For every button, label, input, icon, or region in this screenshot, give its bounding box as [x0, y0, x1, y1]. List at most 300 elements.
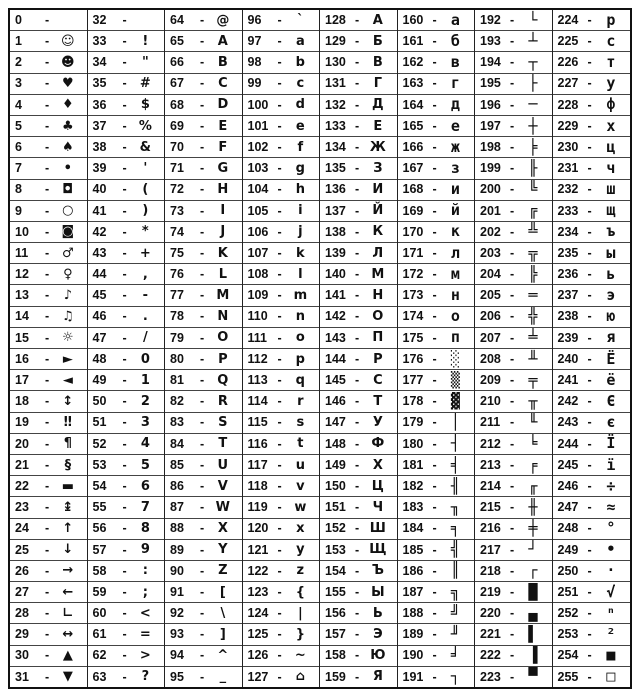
- char-code: 172: [402, 267, 424, 282]
- separator-dash: -: [277, 139, 282, 154]
- separator-dash: -: [45, 288, 50, 303]
- code-cell: [553, 52, 631, 73]
- separator-dash: -: [510, 224, 515, 239]
- char-glyph: ╥: [528, 391, 538, 410]
- char-glyph: J: [220, 224, 226, 240]
- char-code: 42: [92, 224, 107, 239]
- separator-dash: -: [45, 521, 50, 536]
- separator-dash: -: [200, 224, 205, 239]
- char-glyph: 9: [140, 542, 150, 558]
- char-code: 178: [402, 394, 424, 409]
- char-glyph: └: [528, 10, 538, 29]
- separator-dash: -: [432, 669, 437, 684]
- char-glyph: L: [218, 266, 227, 282]
- char-code: 80: [170, 351, 184, 366]
- code-cell: [320, 370, 397, 391]
- separator-dash: -: [122, 330, 127, 345]
- separator-dash: -: [122, 478, 127, 493]
- code-cell: [10, 307, 87, 328]
- code-cell: [165, 370, 242, 391]
- code-cell: [165, 582, 242, 603]
- char-code: 101: [247, 118, 269, 133]
- char-glyph: >: [139, 648, 151, 664]
- code-cell: [475, 31, 552, 52]
- char-code: 119: [247, 500, 268, 515]
- code-cell: [165, 476, 242, 497]
- char-glyph: Ї: [606, 434, 616, 453]
- separator-dash: -: [510, 76, 515, 91]
- char-code: 135: [325, 161, 346, 176]
- char-code: 144: [325, 351, 346, 366]
- separator-dash: -: [200, 55, 205, 70]
- char-glyph: п: [450, 328, 460, 347]
- separator-dash: -: [510, 373, 515, 388]
- char-code: 132: [325, 97, 346, 112]
- char-code: 88: [170, 521, 184, 536]
- separator-dash: -: [122, 182, 127, 197]
- char-glyph: ►: [62, 351, 73, 367]
- char-glyph: E: [218, 118, 228, 134]
- char-code: 181: [402, 457, 424, 472]
- char-code: 138: [325, 224, 346, 239]
- char-glyph: ♀: [63, 266, 73, 282]
- char-code: 118: [247, 478, 268, 493]
- char-glyph: [: [219, 584, 226, 600]
- char-code: 112: [247, 351, 268, 366]
- char-code: 160: [402, 12, 424, 27]
- code-cell: [88, 285, 165, 306]
- char-code: 225: [557, 34, 579, 49]
- char-glyph: /: [142, 330, 148, 346]
- code-cell: [10, 349, 87, 370]
- char-code: 71: [170, 161, 184, 176]
- char-glyph: ╙: [528, 413, 538, 432]
- char-glyph: Е: [373, 118, 383, 134]
- char-code: 125: [247, 627, 269, 642]
- separator-dash: -: [200, 521, 205, 536]
- separator-dash: -: [510, 606, 515, 621]
- char-code: 216: [480, 521, 501, 536]
- char-glyph: ]: [219, 627, 226, 643]
- separator-dash: -: [122, 500, 127, 515]
- char-code: 47: [92, 330, 107, 345]
- char-glyph: ╫: [528, 497, 538, 516]
- code-column: [88, 10, 166, 687]
- char-code: 228: [557, 97, 579, 112]
- char-code: 201: [480, 203, 501, 218]
- separator-dash: -: [587, 415, 592, 430]
- code-cell: [475, 10, 552, 31]
- separator-dash: -: [587, 457, 592, 472]
- char-code: 48: [92, 351, 107, 366]
- code-cell: [475, 307, 552, 328]
- separator-dash: -: [355, 457, 360, 472]
- char-glyph: ': [143, 160, 148, 176]
- code-cell: [320, 519, 397, 540]
- code-cell: [10, 624, 87, 645]
- char-glyph: ": [141, 54, 149, 70]
- char-glyph: q: [295, 372, 305, 388]
- separator-dash: -: [277, 436, 282, 451]
- char-glyph: |: [297, 605, 303, 621]
- code-cell: [88, 646, 165, 667]
- code-cell: [88, 158, 165, 179]
- code-cell: [10, 434, 87, 455]
- separator-dash: -: [432, 457, 437, 472]
- code-cell: [10, 31, 87, 52]
- char-code: 213: [480, 457, 501, 472]
- code-cell: [475, 476, 552, 497]
- char-code: 168: [402, 182, 424, 197]
- code-cell: [320, 646, 397, 667]
- separator-dash: -: [587, 394, 592, 409]
- char-code: 87: [170, 500, 184, 515]
- separator-dash: -: [587, 351, 592, 366]
- char-glyph: A: [217, 33, 228, 49]
- char-glyph: ↕: [62, 393, 74, 409]
- separator-dash: -: [355, 245, 360, 260]
- code-cell: [10, 243, 87, 264]
- char-glyph: e: [295, 118, 305, 134]
- char-code: 187: [402, 584, 424, 599]
- code-cell: [243, 519, 320, 540]
- char-code: 99: [247, 76, 262, 91]
- separator-dash: -: [122, 139, 127, 154]
- char-glyph: #: [139, 76, 151, 92]
- separator-dash: -: [355, 500, 360, 515]
- code-cell: [243, 116, 320, 137]
- separator-dash: -: [587, 627, 592, 642]
- char-code: 146: [325, 394, 346, 409]
- separator-dash: -: [432, 500, 437, 515]
- char-glyph: s: [296, 415, 305, 431]
- code-cell: [88, 31, 165, 52]
- separator-dash: -: [45, 245, 50, 260]
- char-glyph: !: [142, 33, 149, 49]
- char-glyph: С: [373, 372, 383, 388]
- char-glyph: `: [297, 12, 304, 28]
- char-glyph: И: [372, 182, 384, 198]
- char-code: 232: [557, 182, 579, 197]
- code-cell: [398, 540, 475, 561]
- separator-dash: -: [355, 669, 360, 684]
- code-cell: [553, 116, 631, 137]
- char-code: 3: [15, 76, 22, 91]
- separator-dash: -: [122, 288, 127, 303]
- code-cell: [320, 391, 397, 412]
- char-glyph: Ш: [369, 521, 386, 537]
- char-code: 96: [247, 12, 262, 27]
- char-glyph: •: [606, 540, 616, 559]
- char-glyph: n: [295, 309, 305, 325]
- code-column: [10, 10, 88, 687]
- char-glyph: ╩: [528, 222, 538, 241]
- separator-dash: -: [122, 627, 127, 642]
- code-cell: [243, 646, 320, 667]
- code-cell: [243, 52, 320, 73]
- separator-dash: -: [277, 394, 282, 409]
- separator-dash: -: [200, 478, 205, 493]
- separator-dash: -: [45, 351, 50, 366]
- char-code: 162: [402, 55, 424, 70]
- code-cell: [243, 370, 320, 391]
- char-glyph: ║: [450, 561, 460, 580]
- char-code: 217: [480, 542, 501, 557]
- char-glyph: □: [606, 667, 616, 686]
- char-code: 166: [402, 139, 424, 154]
- char-glyph: X: [217, 521, 228, 537]
- code-cell: [320, 31, 397, 52]
- separator-dash: -: [277, 330, 282, 345]
- separator-dash: -: [45, 34, 50, 49]
- separator-dash: -: [587, 161, 592, 176]
- code-cell: [165, 349, 242, 370]
- separator-dash: -: [587, 97, 592, 112]
- separator-dash: -: [277, 267, 282, 282]
- separator-dash: -: [432, 521, 437, 536]
- char-code: 159: [325, 669, 346, 684]
- char-glyph: S: [218, 415, 228, 431]
- char-code: 21: [15, 457, 29, 472]
- separator-dash: -: [200, 182, 205, 197]
- code-cell: [553, 667, 631, 687]
- char-code: 142: [325, 309, 346, 324]
- separator-dash: -: [122, 34, 127, 49]
- char-glyph: ╗: [450, 582, 460, 601]
- code-cell: [10, 497, 87, 518]
- separator-dash: -: [45, 139, 50, 154]
- separator-dash: -: [587, 203, 592, 218]
- separator-dash: -: [432, 97, 437, 112]
- char-glyph: ю: [606, 307, 616, 326]
- separator-dash: -: [122, 542, 127, 557]
- separator-dash: -: [45, 330, 50, 345]
- separator-dash: -: [355, 267, 360, 282]
- char-code: 63: [92, 669, 107, 684]
- code-cell: [475, 391, 552, 412]
- char-code: 55: [92, 500, 107, 515]
- separator-dash: -: [122, 648, 127, 663]
- code-cell: [553, 624, 631, 645]
- char-glyph: З: [373, 160, 383, 176]
- char-code: 221: [480, 627, 501, 642]
- char-code: 62: [92, 648, 107, 663]
- separator-dash: -: [45, 500, 50, 515]
- code-cell: [165, 540, 242, 561]
- code-cell: [165, 413, 242, 434]
- char-code: 235: [557, 245, 579, 260]
- separator-dash: -: [45, 161, 50, 176]
- code-cell: [475, 328, 552, 349]
- separator-dash: -: [432, 478, 437, 493]
- char-glyph: ∟: [62, 605, 74, 621]
- char-glyph: ы: [606, 243, 616, 262]
- char-glyph: г: [450, 74, 460, 93]
- char-code: 155: [325, 584, 346, 599]
- char-glyph: Т: [373, 393, 383, 409]
- code-cell: [165, 391, 242, 412]
- separator-dash: -: [432, 330, 437, 345]
- separator-dash: -: [355, 563, 360, 578]
- char-code: 57: [92, 542, 107, 557]
- char-glyph: у: [606, 74, 616, 93]
- separator-dash: -: [200, 415, 205, 430]
- char-code: 10: [15, 224, 29, 239]
- char-glyph: ▬: [61, 478, 74, 494]
- char-glyph: ╡: [450, 455, 460, 474]
- separator-dash: -: [45, 224, 50, 239]
- code-cell: [320, 74, 397, 95]
- char-glyph: W: [215, 499, 230, 515]
- separator-dash: -: [200, 330, 205, 345]
- code-cell: [10, 561, 87, 582]
- code-cell: [475, 582, 552, 603]
- char-code: 243: [557, 415, 579, 430]
- char-glyph: c: [296, 76, 305, 92]
- char-code: 206: [480, 309, 501, 324]
- char-glyph: ╒: [528, 455, 538, 474]
- code-cell: [320, 180, 397, 201]
- separator-dash: -: [510, 436, 515, 451]
- char-code: 84: [170, 436, 184, 451]
- separator-dash: -: [45, 97, 50, 112]
- code-cell: [475, 624, 552, 645]
- char-code: 184: [402, 521, 424, 536]
- separator-dash: -: [510, 203, 515, 218]
- char-glyph: -: [142, 288, 149, 304]
- char-glyph: U: [217, 457, 229, 473]
- separator-dash: -: [355, 415, 360, 430]
- char-code: 129: [325, 34, 346, 49]
- char-glyph: •: [63, 160, 72, 176]
- code-cell: [88, 413, 165, 434]
- char-glyph: k: [296, 245, 305, 261]
- separator-dash: -: [510, 118, 515, 133]
- code-cell: [398, 95, 475, 116]
- char-glyph: ╜: [450, 625, 460, 644]
- char-glyph: ┐: [450, 667, 460, 686]
- char-glyph: l: [298, 266, 303, 282]
- char-code: 31: [15, 669, 29, 684]
- char-code: 238: [557, 309, 579, 324]
- code-cell: [10, 137, 87, 158]
- code-cell: [553, 180, 631, 201]
- code-cell: [553, 646, 631, 667]
- char-code: 190: [402, 648, 424, 663]
- separator-dash: -: [277, 457, 282, 472]
- separator-dash: -: [200, 373, 205, 388]
- char-code: 20: [15, 436, 29, 451]
- code-cell: [243, 243, 320, 264]
- char-glyph: Y: [218, 542, 228, 558]
- char-code: 102: [247, 139, 269, 154]
- separator-dash: -: [277, 648, 282, 663]
- char-code: 11: [15, 245, 29, 260]
- char-code: 44: [92, 267, 107, 282]
- separator-dash: -: [355, 330, 360, 345]
- separator-dash: -: [277, 34, 282, 49]
- code-cell: [88, 434, 165, 455]
- code-cell: [165, 95, 242, 116]
- separator-dash: -: [45, 12, 50, 27]
- char-code: 12: [15, 267, 29, 282]
- char-code: 248: [557, 521, 579, 536]
- char-glyph: ▓: [450, 391, 460, 410]
- char-glyph: p: [295, 351, 305, 367]
- code-cell: [88, 243, 165, 264]
- char-glyph: Э: [373, 627, 383, 643]
- code-cell: [88, 137, 165, 158]
- separator-dash: -: [122, 415, 127, 430]
- code-cell: [320, 52, 397, 73]
- char-glyph: ♠: [62, 139, 74, 155]
- char-glyph: Щ: [369, 542, 387, 558]
- code-cell: [10, 222, 87, 243]
- char-glyph: ~: [294, 648, 306, 664]
- separator-dash: -: [510, 34, 515, 49]
- char-glyph: ъ: [606, 222, 616, 241]
- separator-dash: -: [45, 267, 50, 282]
- separator-dash: -: [432, 161, 437, 176]
- char-code: 0: [15, 12, 22, 27]
- separator-dash: -: [277, 97, 282, 112]
- char-code: 38: [92, 139, 107, 154]
- separator-dash: -: [355, 182, 360, 197]
- char-glyph: ▲: [62, 648, 73, 664]
- code-cell: [475, 455, 552, 476]
- char-glyph: 1: [140, 372, 150, 388]
- separator-dash: -: [355, 309, 360, 324]
- code-cell: [10, 158, 87, 179]
- char-glyph: щ: [606, 201, 616, 220]
- code-column: [320, 10, 398, 687]
- separator-dash: -: [432, 309, 437, 324]
- char-code: 116: [247, 436, 268, 451]
- separator-dash: -: [200, 76, 205, 91]
- separator-dash: -: [587, 478, 592, 493]
- separator-dash: -: [45, 648, 50, 663]
- separator-dash: -: [45, 584, 50, 599]
- code-cell: [88, 370, 165, 391]
- char-glyph: Ч: [372, 499, 384, 515]
- char-glyph: {: [295, 584, 305, 600]
- char-code: 143: [325, 330, 346, 345]
- char-code: 154: [325, 563, 346, 578]
- code-cell: [165, 328, 242, 349]
- separator-dash: -: [200, 139, 205, 154]
- code-cell: [165, 603, 242, 624]
- char-glyph: <: [139, 605, 151, 621]
- separator-dash: -: [510, 97, 515, 112]
- code-cell: [398, 476, 475, 497]
- char-code: 250: [557, 563, 579, 578]
- code-cell: [553, 158, 631, 179]
- code-cell: [88, 391, 165, 412]
- code-cell: [165, 243, 242, 264]
- code-cell: [475, 519, 552, 540]
- separator-dash: -: [432, 34, 437, 49]
- char-code: 67: [170, 76, 184, 91]
- code-column: [553, 10, 631, 687]
- code-cell: [398, 31, 475, 52]
- char-glyph: ч: [606, 158, 616, 177]
- char-glyph: %: [138, 118, 152, 134]
- code-cell: [165, 180, 242, 201]
- code-cell: [165, 52, 242, 73]
- char-code: 22: [15, 478, 29, 493]
- code-cell: [88, 497, 165, 518]
- separator-dash: -: [122, 12, 127, 27]
